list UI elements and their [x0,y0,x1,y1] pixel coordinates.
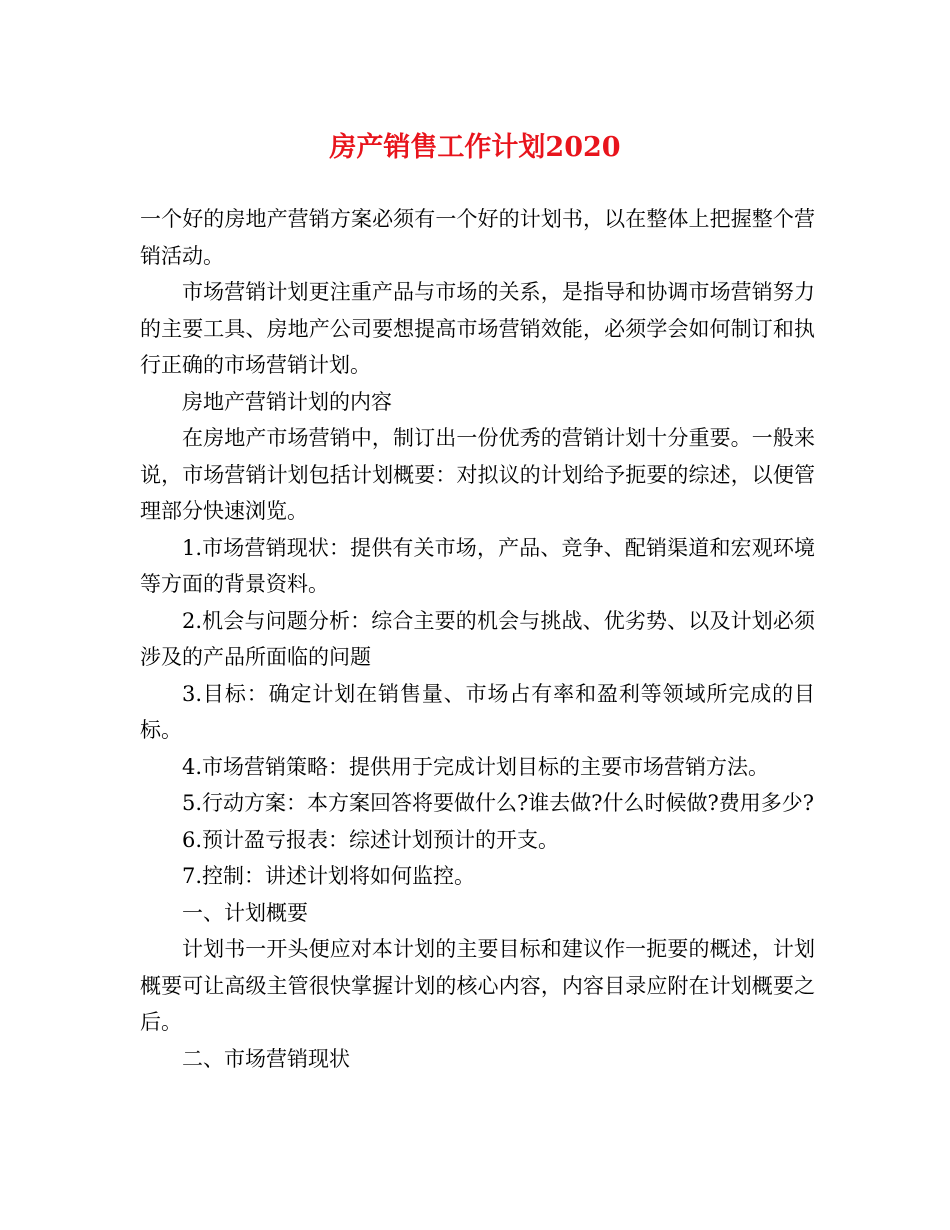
paragraph-plan-content: 在房地产市场营销中，制订出一份优秀的营销计划十分重要。一般来说，市场营销计划包括计划概要：对拟议的计划给予扼要的综述，以便管理部分快速浏览。 [140,426,815,523]
section-heading-plan-content: 房地产营销计划的内容 [182,389,392,414]
list-item-3: 3.目标：确定计划在销售量、市场占有率和盈利等领域所完成的目标。 [140,681,815,742]
list-item-2: 2.机会与问题分析：综合主要的机会与挑战、优劣势、以及计划必须涉及的产品所面临的问题 [140,608,815,669]
paragraph-summary: 计划书一开头便应对本计划的主要目标和建议作一扼要的概述，计划概要可让高级主管很快掌握计划的核心内容，内容目录应附在计划概要之后。 [140,937,815,1034]
section-heading-market-status: 二、市场营销现状 [182,1046,350,1071]
section-heading-summary: 一、计划概要 [182,900,308,925]
list-item-1: 1.市场营销现状：提供有关市场，产品、竞争、配销渠道和宏观环境等方面的背景资料。 [140,535,815,596]
list-item-5: 5.行动方案：本方案回答将要做什么?谁去做?什么时候做?费用多少? [182,791,815,815]
list-item-6: 6.预计盈亏报表：综述计划预计的开支。 [182,827,560,852]
document-title: 房产销售工作计划2020 [329,132,621,163]
paragraph-marketing-plan: 市场营销计划更注重产品与市场的关系，是指导和协调市场营销努力的主要工具、房地产公司要想提高市场营销效能，必须学会如何制订和执行正确的市场营销计划。 [140,280,815,377]
list-item-7: 7.控制：讲述计划将如何监控。 [182,864,476,888]
document-body [140,201,815,1077]
list-item-4: 4.市场营销策略：提供用于完成计划目标的主要市场营销方法。 [182,754,770,779]
paragraph-intro: 一个好的房地产营销方案必须有一个好的计划书，以在整体上把握整个营销活动。 [140,207,815,268]
